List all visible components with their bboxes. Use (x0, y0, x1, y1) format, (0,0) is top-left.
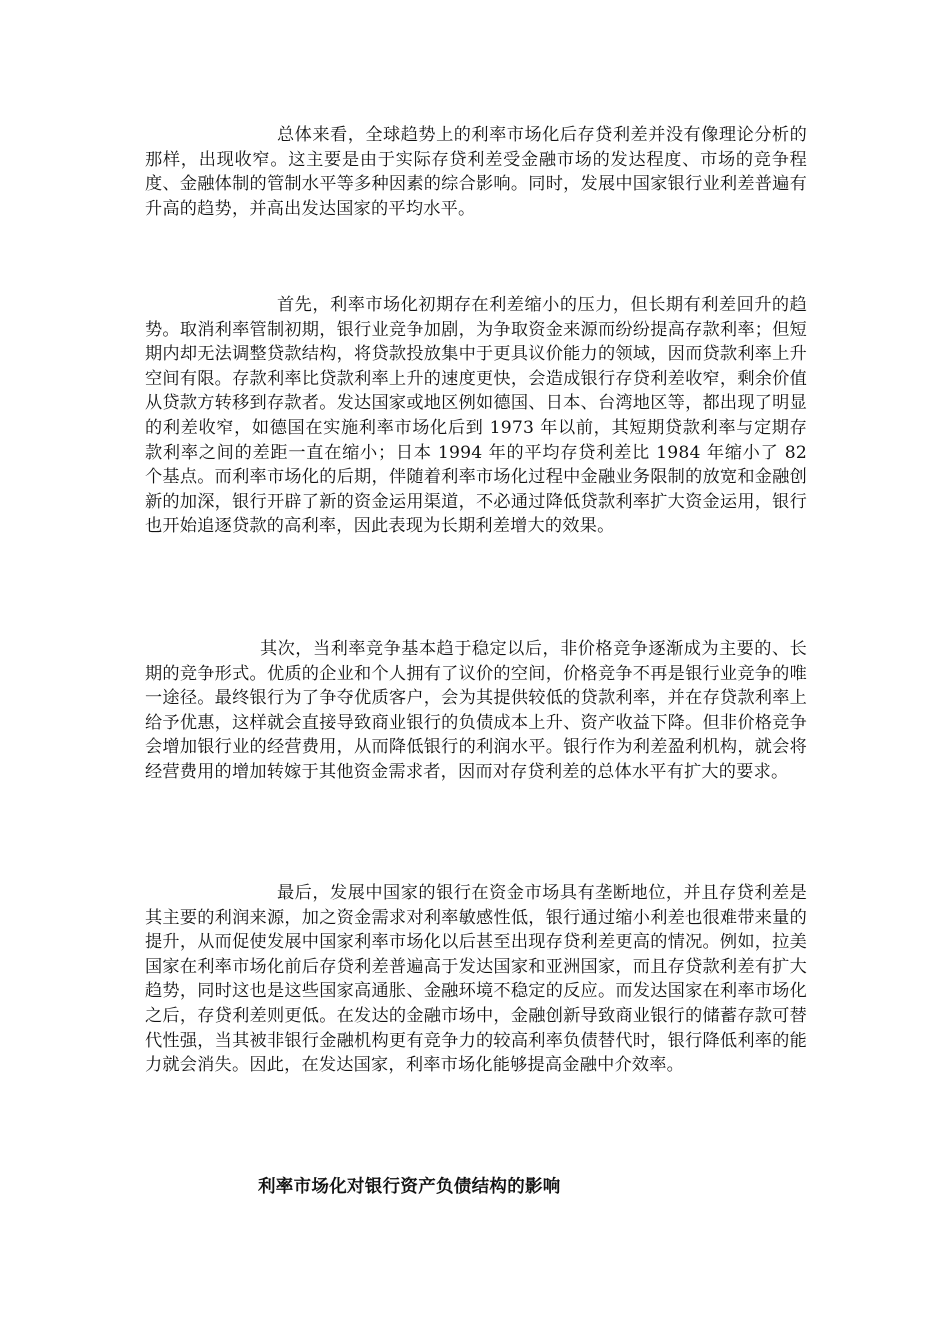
paragraph-overall-trend: 总体来看，全球趋势上的利率市场化后存贷利差并没有像理论分析的那样，出现收窄。这主要是由于实际存贷利差受金融市场的发达程度、市场的竞争程度、金融体制的管制水平等多种因素的综合影响。同时，发展中国家银行业利差普遍有升高的趋势，并高出发达国家的平均水平。 (145, 125, 807, 219)
paragraph-second-point: 其次，当利率竞争基本趋于稳定以后，非价格竞争逐渐成为主要的、长期的竞争形式。优质的企业和个人拥有了议价的空间，价格竞争不再是银行业竞争的唯一途径。最终银行为了争夺优质客户，会为其提供较低的贷款利率，并在存贷款利率上给予优惠，这样就会直接导致商业银行的负债成本上升、资产收益下降。但非价格竞争会增加银行业的经营费用，从而降低银行的利润水平。银行作为利差盈利机构，就会将经营费用的增加转嫁于其他资金需求者，因而对存贷利差的总体水平有扩大的要求。 (145, 639, 807, 782)
paragraph-first-point: 首先，利率市场化初期存在利差缩小的压力，但长期有利差回升的趋势。取消利率管制初期，银行业竞争加剧，为争取资金来源而纷纷提高存款利率；但短期内却无法调整贷款结构，将贷款投放集中于更具议价能力的领域，因而贷款利率上升空间有限。存款利率比贷款利率上升的速度更快，会造成银行存贷利差收窄，剩余价值从贷款方转移到存款者。发达国家或地区例如德国、日本、台湾地区等，都出现了明显的利差收窄，如德国在实施利率市场化后到 1973 年以前，其短期贷款利率与定期存款利率之间的差距一直在缩小；日本 1994 年的平均存贷利差比 1984 年缩小了 82 个基点。而利率市场化的后期，伴随着利率市场化过程中金融业务限制的放宽和金融创新的加深，银行开辟了新的资金运用渠道，不必通过降低贷款利率扩大资金运用，银行也开始追逐贷款的高利率，因此表现为长期利差增大的效果。 (145, 295, 807, 537)
section-heading: 利率市场化对银行资产负债结构的影响 (258, 1177, 561, 1197)
paragraph-third-point: 最后，发展中国家的银行在资金市场具有垄断地位，并且存贷利差是其主要的利润来源，加之资金需求对利率敏感性低，银行通过缩小利差也很难带来量的提升，从而促使发展中国家利率市场化以后甚至出现存贷利差更高的情况。例如，拉美国家在利率市场化前后存贷利差普遍高于发达国家和亚洲国家，而且存贷款利差有扩大趋势，同时这也是这些国家高通胀、金融环境不稳定的反应。而发达国家在利率市场化之后，存贷利差则更低。在发达的金融市场中，金融创新导致商业银行的储蓄存款可替代性强，当其被非银行金融机构更有竞争力的较高利率负债替代时，银行降低利率的能力就会消失。因此，在发达国家，利率市场化能够提高金融中介效率。 (145, 883, 807, 1076)
